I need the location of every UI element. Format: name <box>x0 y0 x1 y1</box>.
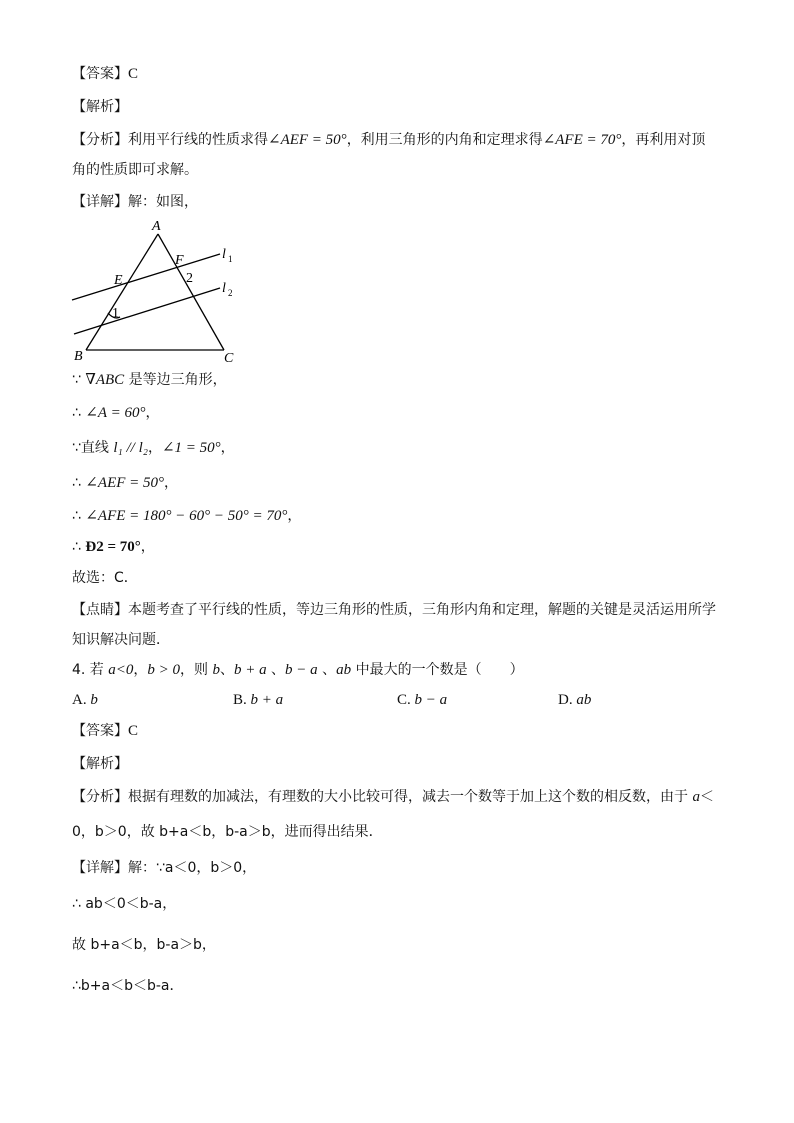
label-2: 2 <box>186 271 193 286</box>
answer-line-q4 <box>72 721 138 741</box>
stem-math-3: b <box>212 662 220 678</box>
dianjing-tag: 【点睛】 <box>72 602 128 618</box>
step-6-post: ， <box>140 539 155 555</box>
step-2-pre: ∴ <box>72 405 86 421</box>
step-3-math2: ∠1 = 50° <box>161 440 221 456</box>
step-3-pre: ∵直线 <box>72 440 114 456</box>
stem-c1: ， <box>133 662 148 678</box>
step-6-pre: ∴ <box>72 539 86 555</box>
option-b-value: b + a <box>250 692 284 708</box>
fenxi-text-b: ，利用三角形的内角和定理求得 <box>346 132 543 148</box>
step-3-mid: ， <box>147 440 162 456</box>
stem-math-2: b > 0 <box>147 662 181 678</box>
answer-tag: 【答案】 <box>72 66 128 82</box>
label-l2-sub: 2 <box>228 288 233 298</box>
label-l1-sub: 1 <box>228 254 233 264</box>
stem-math-4: b + a <box>233 662 267 678</box>
option-c-label: C. <box>397 692 415 708</box>
question-4-stem <box>72 660 524 680</box>
label-E: E <box>114 273 123 288</box>
answer-tag-q4: 【答案】 <box>72 723 128 739</box>
label-B: B <box>74 349 83 364</box>
step-5-post: ， <box>287 508 302 524</box>
analysis-heading-q3: 【解析】 <box>72 99 128 115</box>
step-4 <box>72 473 178 493</box>
stem-end: 中最大的一个数是（ ） <box>351 662 524 678</box>
option-a-label: A. <box>72 692 91 708</box>
fenxi-text-c: ，再利用对顶 <box>621 132 706 148</box>
stem-c2: ，则 <box>180 662 213 678</box>
fenxi-tag: 【分析】 <box>72 132 128 148</box>
step-1 <box>72 370 227 390</box>
step-5-math: ∠AFE = 180° − 60° − 50° = 70° <box>85 508 288 524</box>
step-2 <box>72 403 159 423</box>
label-F: F <box>175 253 184 268</box>
step-4-post: ， <box>164 475 179 491</box>
detail-tag: 【详解】 <box>72 194 128 210</box>
step-6 <box>72 537 155 557</box>
option-b <box>233 690 283 710</box>
fenxi-line1-q4 <box>72 787 714 807</box>
label-C: C <box>224 351 234 366</box>
answer-value: C <box>128 66 139 82</box>
choice-line-q3: 故选：C． <box>72 570 138 586</box>
answer-line-q3 <box>72 64 138 84</box>
stem-math-5: b − a <box>285 662 318 678</box>
step-3-post: ， <box>220 440 235 456</box>
fenxi-text-a-q4: 根据有理数的加减法，有理数的大小比较可得，减去一个数等于加上这个数的相反数，由于 <box>128 789 693 805</box>
step-5 <box>72 506 301 526</box>
option-a-value: b <box>90 692 98 708</box>
step-2-post: ， <box>145 405 160 421</box>
side-ac <box>158 234 224 350</box>
line-l2 <box>74 288 220 334</box>
fenxi-line2-q4: 0，b＞0，故 b+a＜b，b-a＞b，进而得出结果． <box>72 824 383 840</box>
fenxi-tag-q4: 【分析】 <box>72 789 128 805</box>
option-c-value: b − a <box>414 692 448 708</box>
label-A: A <box>152 219 161 234</box>
step-4-pre: ∴ <box>72 475 86 491</box>
detail-line-q4 <box>72 858 256 878</box>
analysis-heading-q4: 【解析】 <box>72 756 128 772</box>
option-c <box>397 690 447 710</box>
option-b-label: B. <box>233 692 251 708</box>
stem-c3: 、 <box>219 662 234 678</box>
step-4-math: ∠AEF = 50° <box>85 475 165 491</box>
option-d-value: ab <box>576 692 592 708</box>
triangle-figure <box>64 216 254 366</box>
dianjing-text-a: 本题考查了平行线的性质，等边三角形的性质，三角形内角和定理，解题的关键是灵活运用所学 <box>128 602 716 618</box>
label-l1: l <box>222 247 226 262</box>
stem-math-6: ab <box>336 662 352 678</box>
detail-text: 解：如图， <box>128 194 198 210</box>
step-1-math: ∇ABC <box>85 372 125 388</box>
detail-tag-q4: 【详解】 <box>72 860 128 876</box>
label-l2: l <box>222 281 226 296</box>
dianjing-line1 <box>72 600 716 620</box>
step-6-math: Ð2 = 70° <box>85 539 141 555</box>
fenxi-line2-q3: 角的性质即可求解。 <box>72 162 198 178</box>
stem-num: 4. 若 <box>72 662 109 678</box>
fenxi-line1-q3 <box>72 130 705 150</box>
step-2-math: ∠A = 60° <box>85 405 146 421</box>
fenxi-math-1: ∠AEF = 50° <box>268 132 347 148</box>
label-1: 1 <box>112 306 119 321</box>
detail-line-q3 <box>72 192 198 212</box>
step-3-math: l₁ // l₂ <box>113 440 148 456</box>
step-1-pre: ∵ <box>72 372 86 388</box>
line-l1 <box>72 254 220 300</box>
stem-c4: 、 <box>266 662 286 678</box>
option-d-label: D. <box>558 692 577 708</box>
derivation-1: ∴ ab＜0＜b-a， <box>72 896 177 912</box>
option-d <box>558 690 591 710</box>
step-3 <box>72 438 235 458</box>
fenxi-text-b-q4: ＜ <box>699 789 714 805</box>
answer-value-q4: C <box>128 723 139 739</box>
step-1-post: 是等边三角形， <box>124 372 227 388</box>
stem-c5: 、 <box>317 662 337 678</box>
fenxi-math-2: ∠AFE = 70° <box>542 132 622 148</box>
dianjing-line2: 知识解决问题． <box>72 632 170 648</box>
stem-math-1: a<0 <box>108 662 134 678</box>
fenxi-text-a: 利用平行线的性质求得 <box>128 132 268 148</box>
derivation-2: 故 b+a＜b，b-a＞b， <box>72 937 216 953</box>
step-5-pre: ∴ <box>72 508 86 524</box>
detail-text-q4: 解：∵a＜0，b＞0， <box>128 860 257 876</box>
derivation-3: ∴b+a＜b＜b-a． <box>72 978 184 994</box>
option-a <box>72 690 98 710</box>
fenxi-math-q4: a <box>692 789 700 805</box>
